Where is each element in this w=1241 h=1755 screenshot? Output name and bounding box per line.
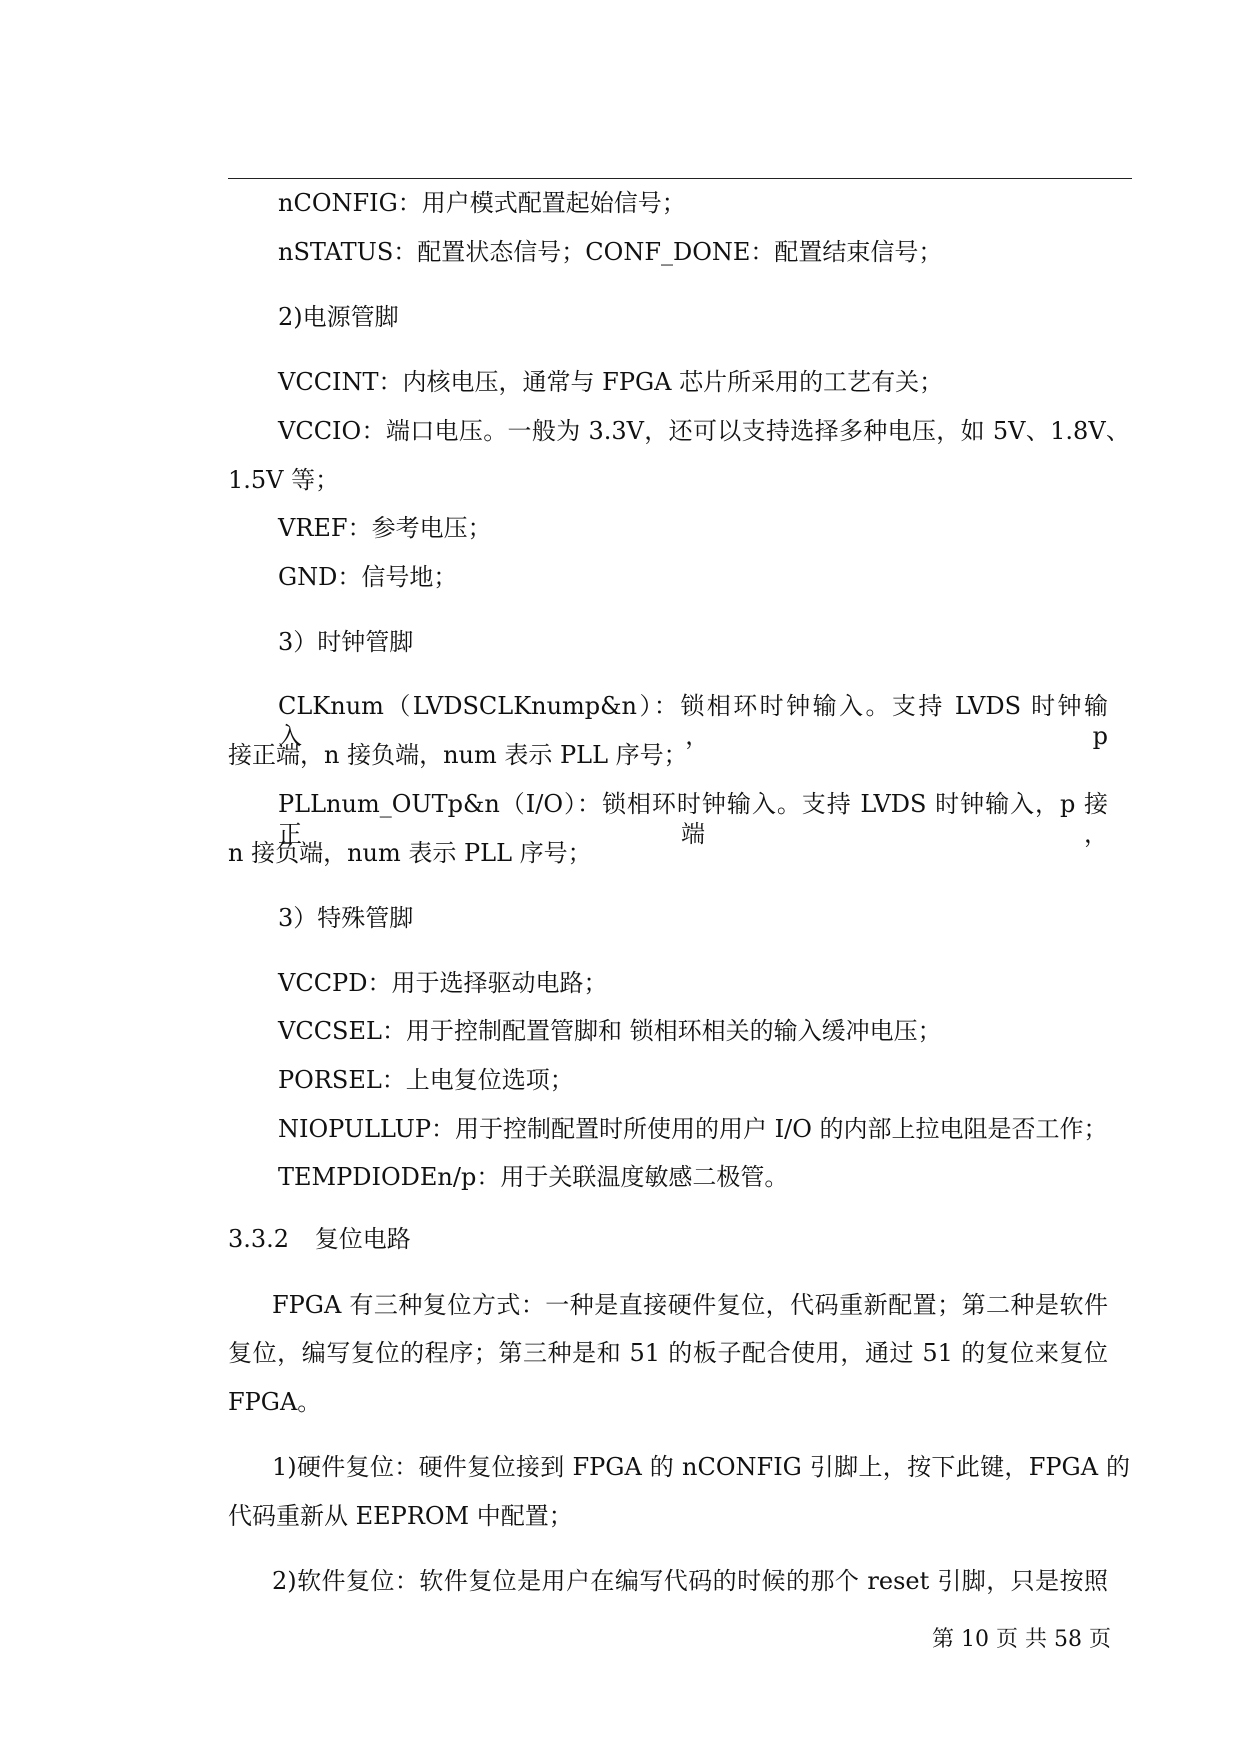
text-line: 2)软件复位：软件复位是用户在编写代码的时候的那个 reset 引脚，只是按照	[272, 1567, 1108, 1595]
text-line: TEMPDIODEn/p：用于关联温度敏感二极管。	[278, 1163, 789, 1191]
section-label: 3）特殊管脚	[278, 904, 414, 932]
text-line: nCONFIG：用户模式配置起始信号；	[278, 189, 686, 217]
text-line: FPGA 有三种复位方式：一种是直接硬件复位，代码重新配置；第二种是软件	[272, 1291, 1108, 1319]
page-footer: 第 10 页 共 58 页	[932, 1627, 1111, 1652]
text-line: 1.5V 等；	[228, 466, 340, 494]
text-line: FPGA。	[228, 1388, 322, 1416]
text-line: 代码重新从 EEPROM 中配置；	[228, 1502, 573, 1530]
text-line: 接正端，n 接负端，num 表示 PLL 序号；	[228, 741, 688, 769]
section-heading	[228, 1224, 411, 1254]
text-line: VREF：参考电压；	[278, 514, 492, 542]
text-line: PLLnum_OUTp&n（I/O）：锁相环时钟输入。支持 LVDS 时钟输入，p 接正端，	[278, 790, 1108, 848]
text-line: PORSEL：上电复位选项；	[278, 1066, 574, 1094]
text-line: VCCPD：用于选择驱动电路；	[278, 969, 608, 997]
text-line: NIOPULLUP：用于控制配置时所使用的用户 I/O 的内部上拉电阻是否工作；	[278, 1115, 1108, 1143]
text-line: VCCSEL：用于控制配置管脚和 锁相环相关的输入缓冲电压；	[278, 1017, 942, 1045]
text-line: 1)硬件复位：硬件复位接到 FPGA 的 nCONFIG 引脚上，按下此键，FPGA 的	[272, 1453, 1130, 1481]
text-line: nSTATUS：配置状态信号；CONF_DONE：配置结束信号；	[278, 238, 943, 266]
section-heading-title: 复位电路	[314, 1225, 411, 1253]
section-label: 2)电源管脚	[278, 303, 399, 331]
text-line: n 接负端，num 表示 PLL 序号；	[228, 839, 592, 867]
text-line: GND：信号地；	[278, 563, 458, 591]
text-line: VCCIO：端口电压。一般为 3.3V，还可以支持选择多种电压，如 5V、1.8V、	[278, 417, 1130, 445]
section-heading-number: 3.3.2	[228, 1225, 290, 1253]
text-line: CLKnum（LVDSCLKnump&n）：锁相环时钟输入。支持 LVDS 时钟输入，p	[278, 692, 1108, 750]
header-rule	[228, 178, 1132, 179]
section-label: 3）时钟管脚	[278, 628, 414, 656]
text-line: VCCINT：内核电压，通常与 FPGA 芯片所采用的工艺有关；	[278, 368, 944, 396]
text-line: 复位，编写复位的程序；第三种是和 51 的板子配合使用，通过 51 的复位来复位	[228, 1339, 1108, 1367]
